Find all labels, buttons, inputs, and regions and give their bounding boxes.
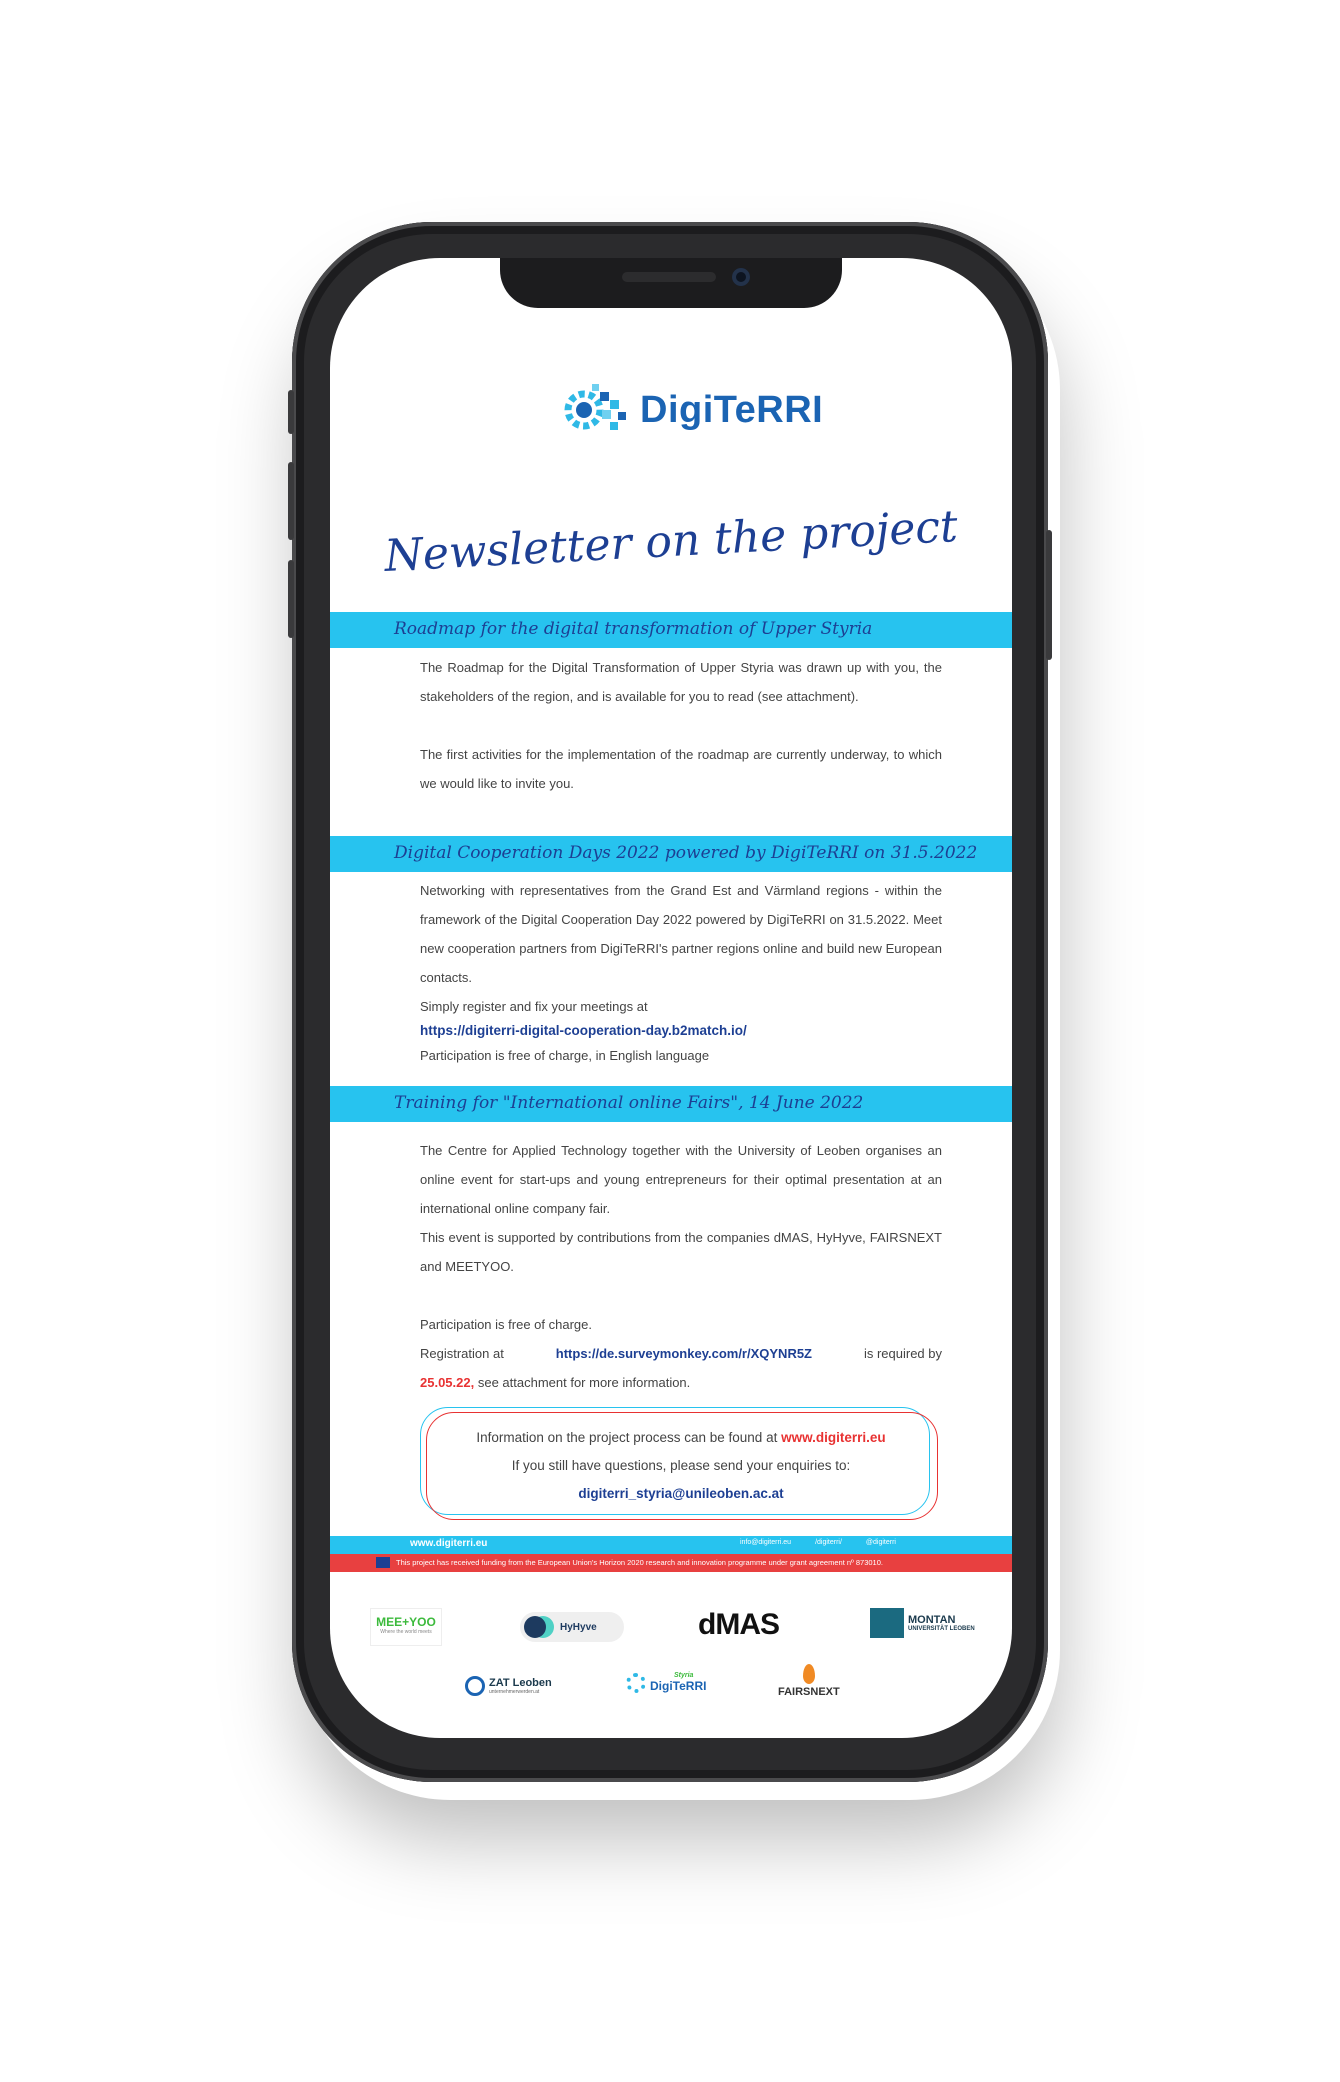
partner-logo-montanuni (870, 1608, 975, 1638)
paragraph: The Roadmap for the Digital Transformation of Upper Styria was drawn up with you, the stakeholders of the region, and is available for you to read (see attachment). (420, 660, 942, 704)
digiterri-small-icon (626, 1673, 646, 1693)
partner-logo-fairsnext (778, 1664, 840, 1698)
paragraph: This event is supported by contributions from the companies dMAS, HyHyve, FAIRSNEXT and MEETYOO. (420, 1230, 942, 1274)
volume-down-button (288, 560, 294, 638)
registration-prefix: Registration at (420, 1346, 504, 1361)
section-title-cooperation-days: Digital Cooperation Days 2022 powered by DigiTeRRI on 31.5.2022 (394, 843, 978, 863)
footer-band (330, 1536, 1012, 1554)
zat-name: ZAT Leoben (489, 1677, 552, 1689)
b2match-link[interactable]: https://digiterri-digital-cooperation-day.b2match.io/ (420, 1023, 747, 1038)
participation-note: Participation is free of charge, in English language (420, 1048, 710, 1063)
montanuni-name: MONTAN (908, 1614, 956, 1626)
paragraph: Networking with representatives from the Grand Est and Värmland regions - within the framework of the Digital Cooperation Day 2022 powered by DigiTeRRI on 31.5.2022. Meet new cooperation partners from DigiTeRRI's partner regions online and build new European contacts. (420, 883, 942, 985)
power-button (1046, 530, 1052, 660)
website-link[interactable]: www.digiterri.eu (781, 1430, 886, 1445)
phone-notch (500, 258, 842, 308)
montanuni-icon (870, 1608, 904, 1638)
section-body-cooperation-days (420, 876, 942, 1070)
zat-sub: unternehmerwerden.at (489, 1689, 540, 1695)
eu-funding-band (330, 1554, 1012, 1572)
section-band-training (330, 1086, 1012, 1122)
speaker-grille (622, 272, 716, 282)
infobox-line2: If you still have questions, please send your enquiries to: (511, 1458, 851, 1473)
meetyoo-name: MEE+YOO (376, 1615, 436, 1629)
newsletter-headline: Newsletter on the project (383, 501, 959, 582)
digiterri-logo (560, 380, 823, 440)
hyhyve-icon (524, 1616, 546, 1638)
deadline-date: 25.05.22, (420, 1375, 475, 1390)
infobox-line1 (420, 1424, 942, 1452)
section-body-roadmap (420, 653, 942, 798)
gear-icon (560, 380, 632, 440)
phone-screen (330, 258, 1012, 1738)
partner-logo-zat (465, 1676, 552, 1696)
section-body-training (420, 1136, 942, 1397)
paragraph: Simply register and fix your meetings at (420, 999, 648, 1014)
footer-email[interactable]: info@digiterri.eu (740, 1539, 792, 1546)
zat-icon (465, 1676, 485, 1696)
logo-text: DigiTeRRI (640, 388, 824, 431)
meetyoo-sub: Where the world meets (380, 1629, 432, 1635)
infobox (420, 1424, 942, 1508)
infobox-line1-text: Information on the project process can be found at (476, 1430, 778, 1445)
paragraph: The Centre for Applied Technology together with the University of Leoben organises an online event for start-ups and young entrepreneurs for their optimal presentation at an international online company fair. (420, 1143, 942, 1216)
footer-linkedin[interactable]: /digiterri/ (815, 1539, 842, 1546)
paragraph: The first activities for the implementation of the roadmap are currently underway, to which we would like to invite you. (420, 747, 942, 791)
eu-flag-icon (376, 1557, 390, 1568)
fairsnext-icon (803, 1664, 815, 1684)
digiterri-styria-name: DigiTeRRI (650, 1679, 707, 1693)
section-band-cooperation-days (330, 836, 1012, 872)
eu-funding-text: This project has received funding from the European Union's Horizon 2020 research and innovation programme under grant agreement nº 873010. (396, 1558, 883, 1567)
section-title-roadmap: Roadmap for the digital transformation of Upper Styria (394, 619, 873, 639)
footer-twitter[interactable]: @digiterri (865, 1539, 896, 1546)
registration-suffix: see attachment for more information. (477, 1375, 691, 1390)
partner-logo-dmas: dMAS (698, 1608, 779, 1641)
partner-logo-digiterri-styria (626, 1672, 706, 1693)
surveymonkey-link[interactable]: https://de.surveymonkey.com/r/XQYNR5Z (555, 1346, 812, 1361)
digiterri-styria-sub: Styria (674, 1672, 694, 1679)
montanuni-sub: UNIVERSITÄT LEOBEN (908, 1626, 975, 1632)
volume-up-button (288, 462, 294, 540)
silent-switch (288, 390, 294, 434)
partner-logo-meetyoo (370, 1608, 442, 1646)
email-link[interactable]: digiterri_styria@unileoben.ac.at (578, 1486, 784, 1501)
partner-logo-hyhyve (520, 1612, 624, 1642)
registration-line (420, 1339, 942, 1368)
fairsnext-name: FAIRSNEXT (778, 1686, 840, 1698)
footer-url[interactable]: www.digiterri.eu (410, 1538, 488, 1549)
paragraph: Participation is free of charge. (420, 1317, 592, 1332)
deadline-line (420, 1368, 942, 1397)
footer-social (740, 1539, 896, 1546)
section-band-roadmap (330, 612, 1012, 648)
hyhyve-name: HyHyve (560, 1621, 597, 1633)
front-camera-icon (732, 268, 750, 286)
registration-mid: is required by (863, 1346, 942, 1361)
section-title-training: Training for "International online Fairs", 14 June 2022 (394, 1093, 864, 1113)
